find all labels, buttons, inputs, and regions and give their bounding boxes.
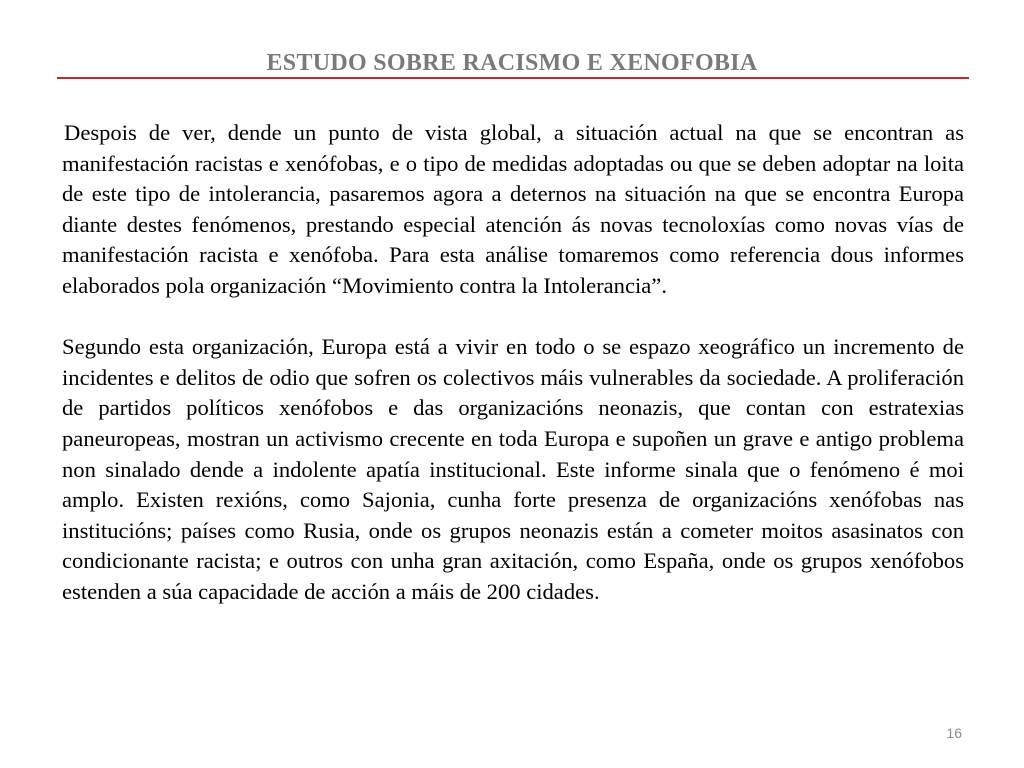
paragraph-intro: Despois de ver, dende un punto de vista global, a situación actual na que se encontran as manifestación racistas e xenófobas, e o tipo de medidas adoptadas ou que se deben adoptar na loita de este tipo de intolerancia, pasaremos agora a deternos na situación na que se encontra Europa diante destes fenómenos, prestando especial atención ás novas tecnoloxías como novas vías de manifestación racista e xenófoba. Para esta análise tomaremos como referencia dous informes elaborados pola organización “Movimiento contra la Intolerancia”. [62, 120, 964, 298]
title-divider [57, 77, 969, 79]
slide-title: ESTUDO SOBRE RACISMO E XENOFOBIA [266, 50, 758, 76]
page-number: 16 [946, 725, 962, 741]
paragraph-europe: Segundo esta organización, Europa está a vivir en todo o se espazo xeográfico un incremento de incidentes e delitos de odio que sofren os colectivos máis vulnerables da sociedade. A proliferación de partidos políticos xenófobos e das organizacións neonazis, que contan con estratexias paneuropeas, mostran un activismo crecente en toda Europa e supoñen un grave e antigo problema non sinalado dende a indolente apatía institucional. Este informe sinala que o fenómeno é moi amplo. Existen rexións, como Sajonia, cunha forte presenza de organizacións xenófobas nas institucións; países como Rusia, onde os grupos neonazis están a cometer moitos asasinatos con condicionante racista; e outros con unha gran axitación, como España, onde os grupos xenófobos estenden a súa capacidade de acción a máis de 200 cidades. [62, 334, 964, 604]
slide-body [62, 118, 964, 608]
